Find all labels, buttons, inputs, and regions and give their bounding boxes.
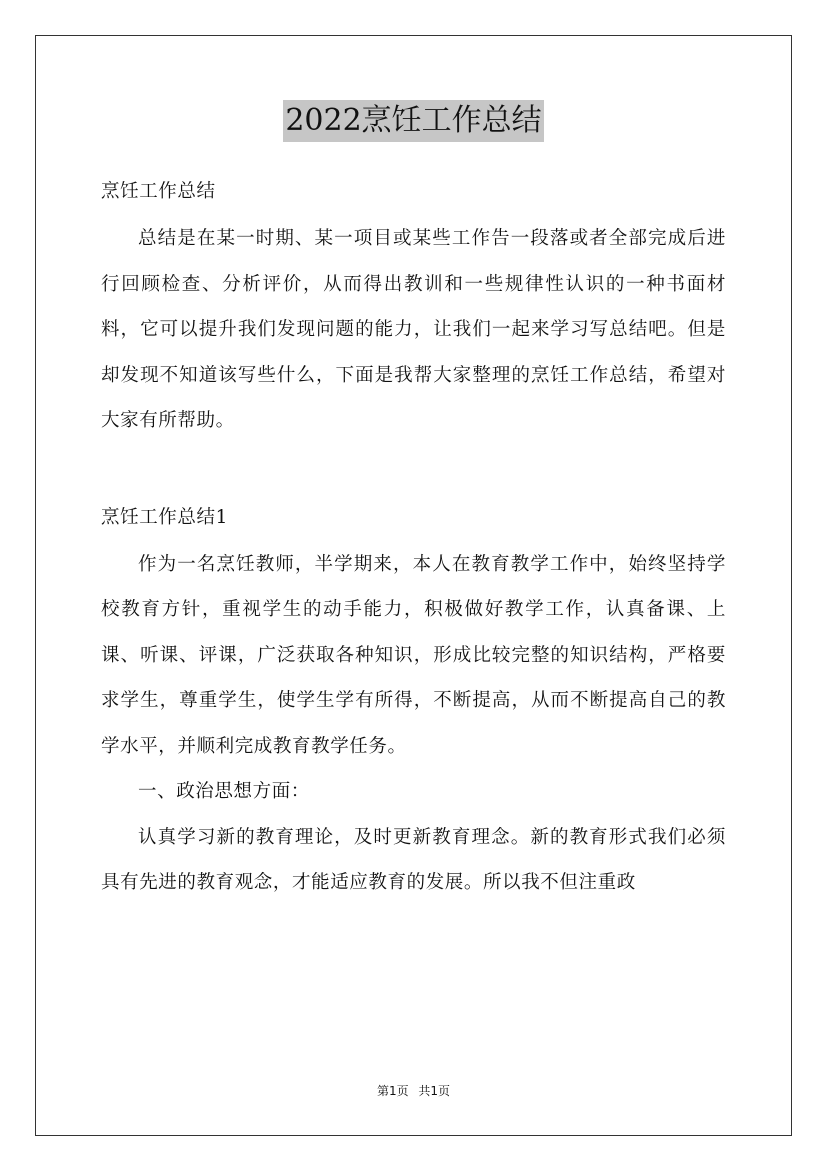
paragraph-1: 作为一名烹饪教师，半学期来，本人在教育教学工作中，始终坚持学校教育方针，重视学生的动手能力，积极做好教学工作，认真备课、上课、听课、评课，广泛获取各种知识，形成比较完整的知识结构，严格要求学生，尊重学生，使学生学有所得，不断提高，从而不断提高自己的教学水平，并顺利完成教育教学任务。 [101,553,726,757]
page-footer [0,1082,827,1099]
intro-heading: 烹饪工作总结 [101,181,216,202]
section-heading-1: 烹饪工作总结1 [101,506,228,528]
subsection-title-politics: 一、政治思想方面： [138,781,310,802]
page-number-total: 共1页 [418,1084,451,1098]
document-body [101,172,726,906]
paragraph-2: 认真学习新的教育理论，及时更新教育理念。新的教育形式我们必须具有先进的教育观念，才能适应教育的发展。所以我不但注重政 [101,826,726,893]
page-number-current: 第1页 [376,1084,409,1098]
document-title: 2022烹饪工作总结 [283,100,543,142]
title-container [0,100,827,142]
intro-paragraph: 总结是在某一时期、某一项目或某些工作告一段落或者全部完成后进行回顾检查、分析评价，从而得出教训和一些规律性认识的一种书面材料，它可以提升我们发现问题的能力，让我们一起来学习写总结吧。但是却发现不知道该写些什么，下面是我帮大家整理的烹饪工作总结，希望对大家有所帮助。 [101,228,726,431]
